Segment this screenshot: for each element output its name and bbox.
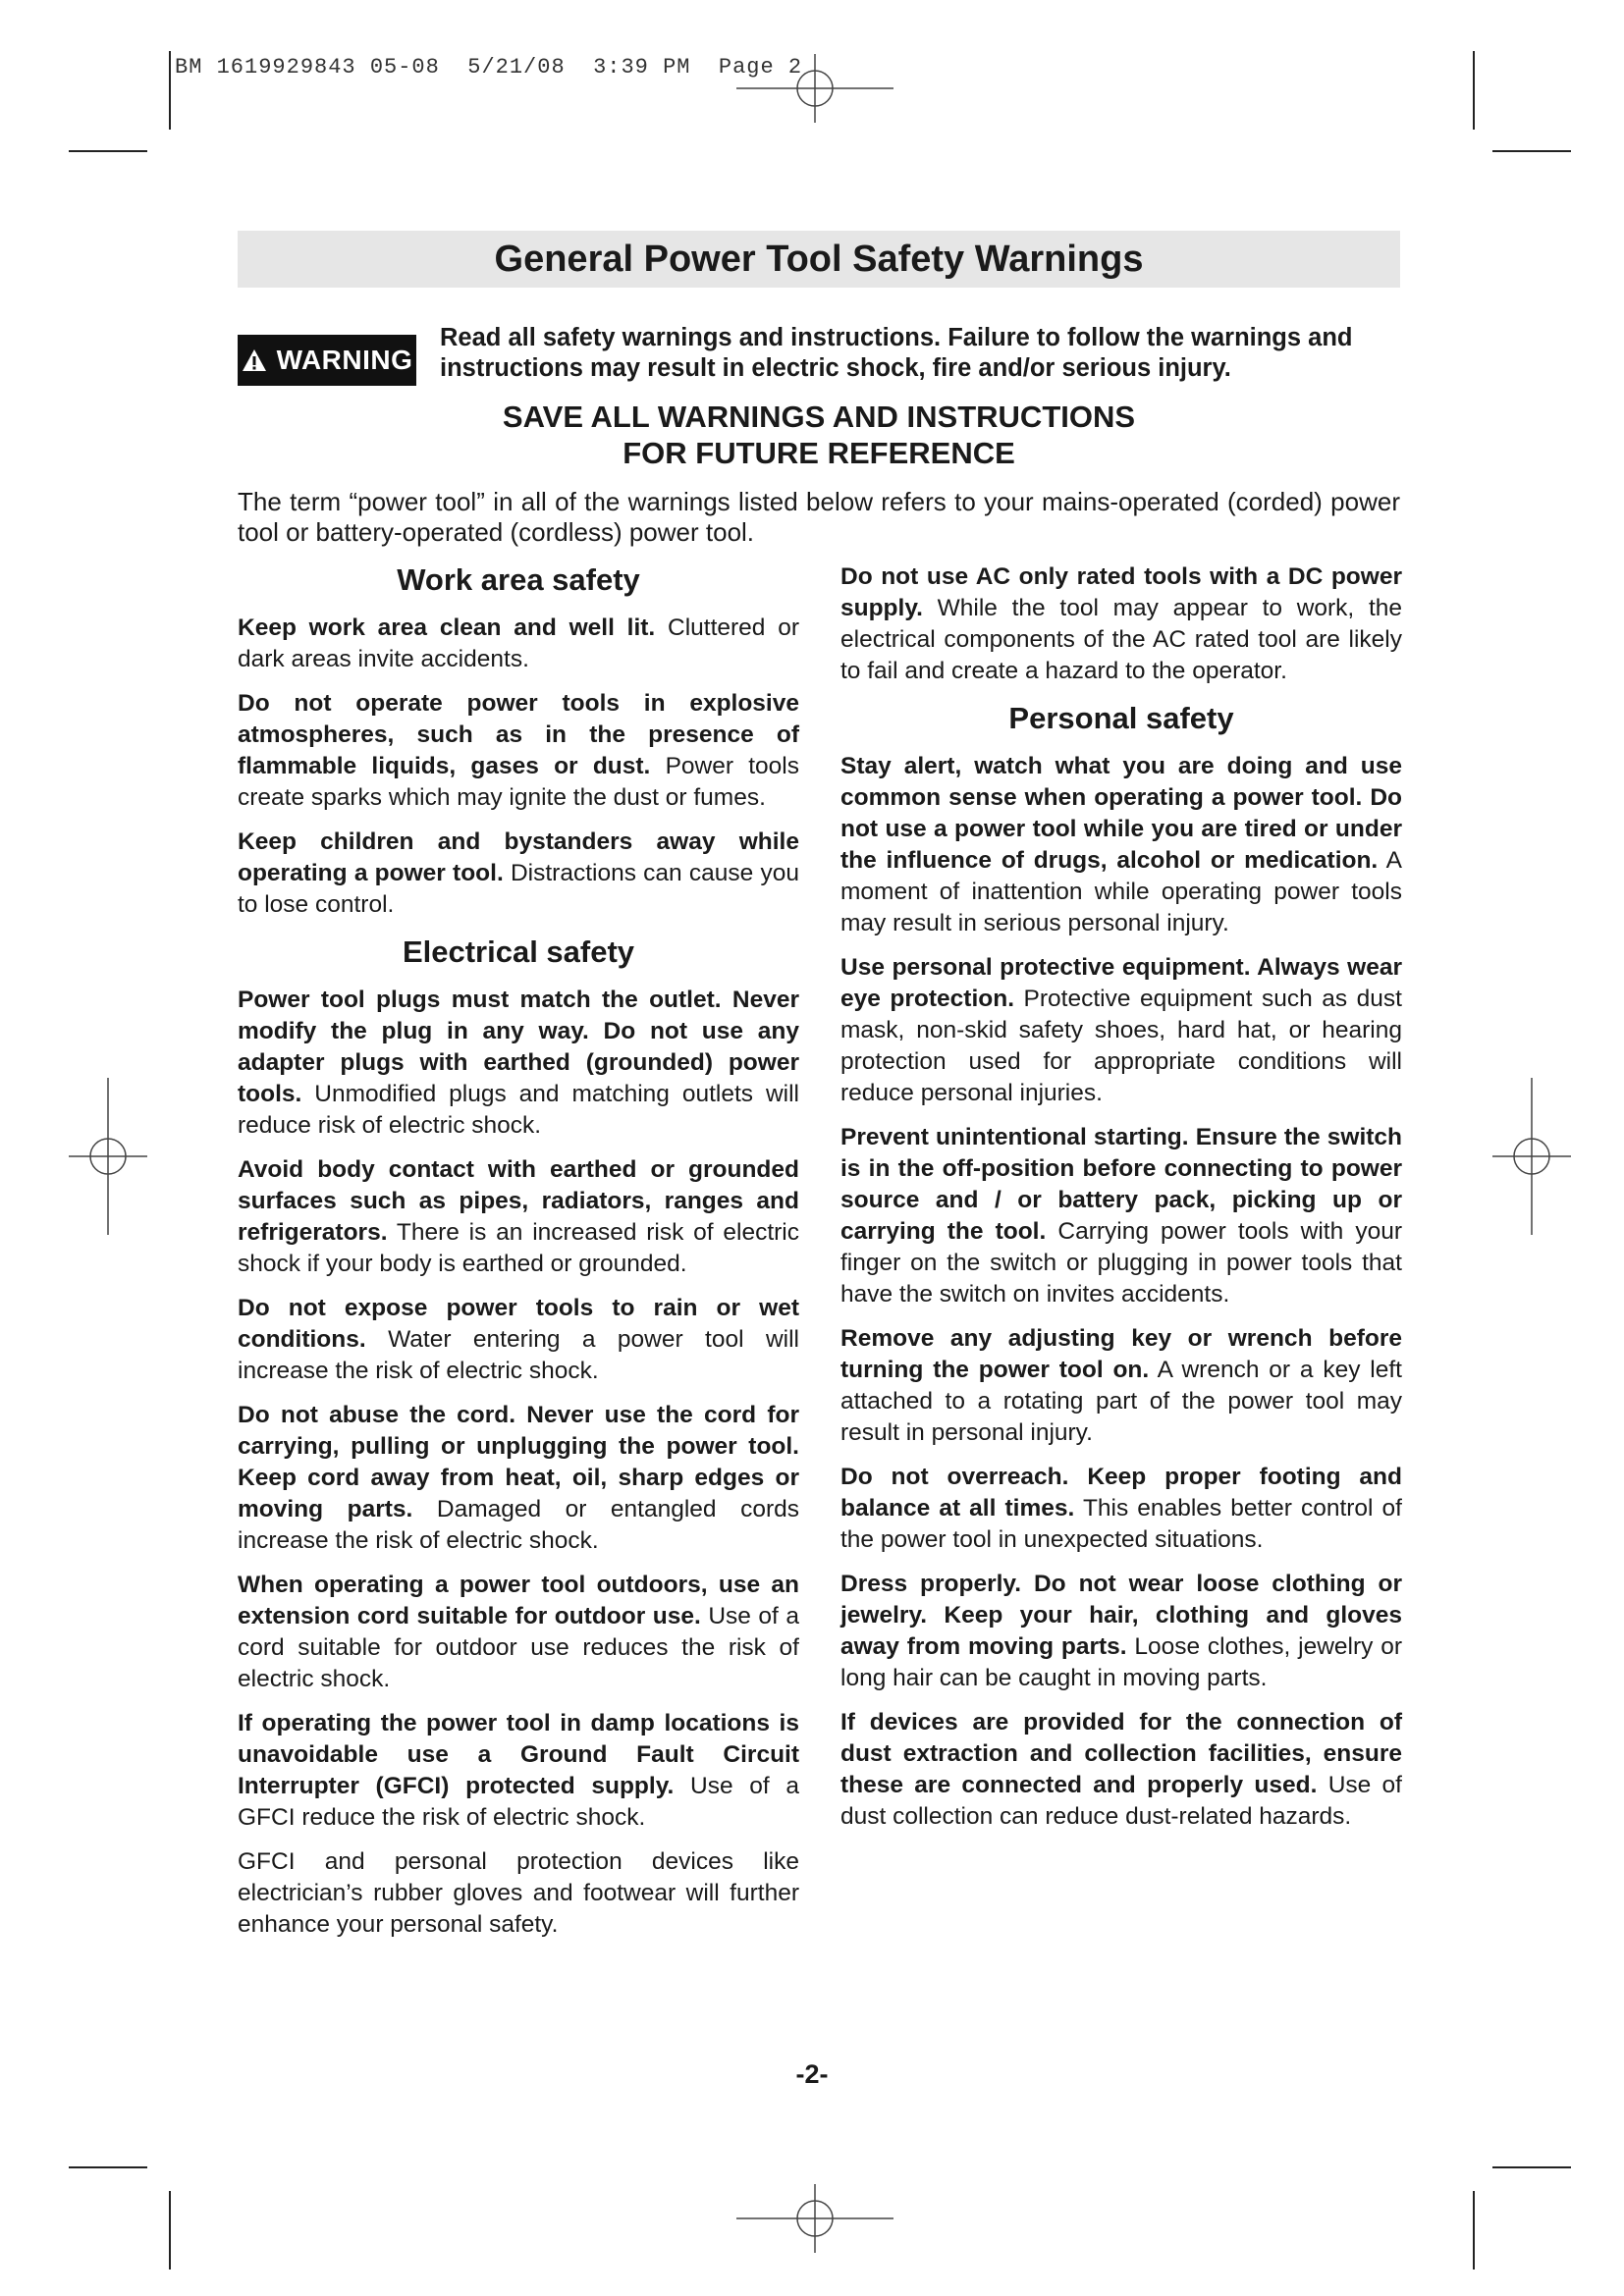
safety-item: Remove any adjusting key or wrench before turning the power tool on. A wrench or a key left attached to a rotating part of the power tool may result in personal injury. bbox=[840, 1325, 1402, 1446]
section-heading-personal: Personal safety bbox=[1008, 701, 1234, 735]
right-column bbox=[840, 561, 1402, 1845]
page-number: -2- bbox=[795, 2059, 829, 2089]
registration-mark-icon bbox=[736, 54, 893, 123]
safety-item: Keep children and bystanders away while operating a power tool. Distractions can cause you to lose control. bbox=[238, 828, 800, 918]
safety-item: Do not expose power tools to rain or wet conditions. Water entering a power tool will increase the risk of electric shock. bbox=[238, 1295, 799, 1384]
safety-item: Use personal protective equipment. Always wear eye protection. Protective equipment such as dust mask, non-skid safety shoes, hard hat, or hearing protection used for appropriate conditions will reduce personal injuries. bbox=[840, 954, 1402, 1106]
crop-mark bbox=[1473, 51, 1475, 130]
crop-mark bbox=[169, 2191, 171, 2269]
crop-mark bbox=[69, 2166, 147, 2168]
registration-mark-icon bbox=[59, 1078, 157, 1235]
warning-badge-label: WARNING bbox=[276, 345, 413, 375]
safety-item: Prevent unintentional starting. Ensure the switch is in the off-position before connecting to power source and / or battery pack, picking up or carrying the tool. Carrying power tools with your finger on the switch or plugging in power tools that have the switch on invites accidents. bbox=[840, 1124, 1402, 1308]
warning-text: Read all safety warnings and instructions. Failure to follow the warnings and instructions may result in electric shock, fire and/or serious injury. bbox=[440, 324, 1353, 382]
crop-mark bbox=[69, 150, 147, 152]
safety-item: Do not overreach. Keep proper footing and balance at all times. This enables better control of the power tool in unexpected situations. bbox=[840, 1464, 1402, 1553]
registration-mark-icon bbox=[736, 2184, 893, 2253]
safety-item: Dress properly. Do not wear loose clothing or jewelry. Keep your hair, clothing and gloves away from moving parts. Loose clothes, jewelry or long hair can be caught in moving parts. bbox=[840, 1571, 1402, 1691]
save-heading-line: SAVE ALL WARNINGS AND INSTRUCTIONS bbox=[502, 400, 1136, 434]
safety-item: If devices are provided for the connection of dust extraction and collection facilities, ensure these are connected and properly used. Use of dust collection can reduce dust-related hazards. bbox=[840, 1709, 1402, 1830]
safety-item: Power tool plugs must match the outlet. Never modify the plug in any way. Do not use any adapter plugs with earthed (grounded) power tools. Unmodified plugs and matching outlets will reduce risk of electric shock. bbox=[238, 987, 799, 1139]
printer-slug: BM 1619929843 05-08 5/21/08 3:39 PM Page 2 bbox=[175, 55, 803, 80]
registration-mark-icon bbox=[1483, 1078, 1581, 1235]
intro-paragraph: The term “power tool” in all of the warnings listed below refers to your mains-operated (corded) power tool or battery-operated (cordless) power tool. bbox=[238, 487, 1400, 547]
section-heading-work-area: Work area safety bbox=[397, 562, 640, 597]
safety-item: Do not use AC only rated tools with a DC power supply. While the tool may appear to work, the electrical components of the AC rated tool are likely to fail and create a hazard to the operator. bbox=[840, 563, 1402, 684]
save-heading-line: FOR FUTURE REFERENCE bbox=[623, 436, 1015, 470]
crop-mark bbox=[169, 51, 171, 130]
save-instructions-heading bbox=[238, 399, 1400, 471]
left-column bbox=[238, 561, 799, 1953]
warning-badge bbox=[238, 335, 416, 386]
crop-mark bbox=[1492, 150, 1571, 152]
safety-item: Keep work area clean and well lit. Cluttered or dark areas invite accidents. bbox=[238, 614, 799, 672]
safety-item: If operating the power tool in damp locations is unavoidable use a Ground Fault Circuit Interrupter (GFCI) protected supply. Use of a GFCI reduce the risk of electric shock. bbox=[238, 1710, 799, 1831]
safety-item: When operating a power tool outdoors, use an extension cord suitable for outdoor use. Use of a cord suitable for outdoor use reduces the risk of electric shock. bbox=[238, 1572, 799, 1692]
safety-item: Do not abuse the cord. Never use the cord for carrying, pulling or unplugging the power tool. Keep cord away from heat, oil, sharp edges or moving parts. Damaged or entangled cords increase the risk of electric shock. bbox=[238, 1402, 799, 1554]
warning-row bbox=[238, 323, 1400, 386]
safety-item: Do not operate power tools in explosive atmospheres, such as in the presence of flammable liquids, gases or dust. Power tools create sparks which may ignite the dust or fumes. bbox=[238, 690, 799, 811]
page-title: General Power Tool Safety Warnings bbox=[494, 238, 1144, 280]
safety-item: Stay alert, watch what you are doing and use common sense when operating a power tool. Do not use a power tool while you are tired or under the influence of drugs, alcohol or medication. A moment of inattention while operating power tools may result in serious personal injury. bbox=[840, 753, 1402, 936]
warning-triangle-icon bbox=[242, 348, 267, 372]
crop-mark bbox=[1492, 2166, 1571, 2168]
crop-mark bbox=[1473, 2191, 1475, 2269]
title-bar bbox=[238, 231, 1400, 288]
section-heading-electrical: Electrical safety bbox=[402, 934, 635, 969]
safety-item: GFCI and personal protection devices like electrician’s rubber gloves and footwear will further enhance your personal safety. bbox=[238, 1848, 799, 1938]
safety-item: Avoid body contact with earthed or grounded surfaces such as pipes, radiators, ranges and refrigerators. There is an increased risk of electric shock if your body is earthed or grounded. bbox=[238, 1156, 799, 1277]
